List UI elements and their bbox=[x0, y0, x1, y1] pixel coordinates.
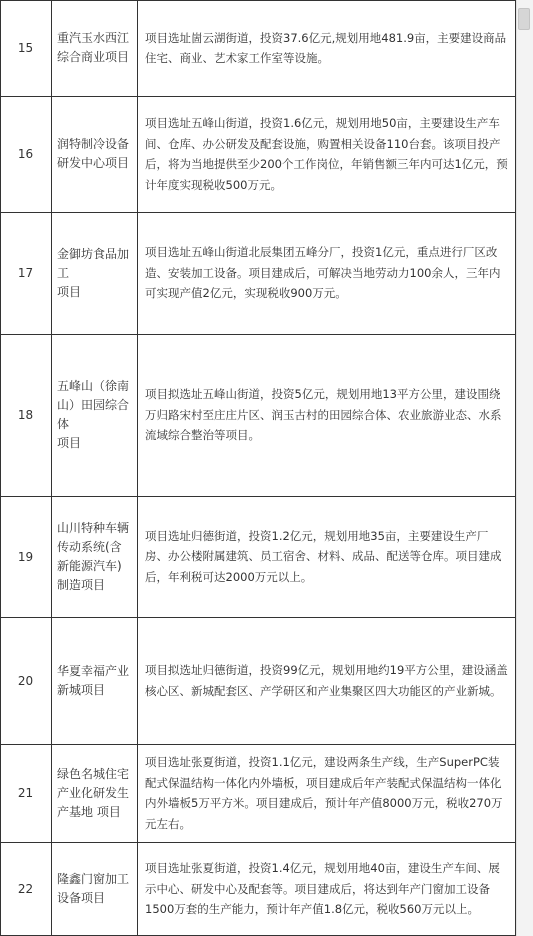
project-name: 五峰山（徐南 山）田园综合 体 项目 bbox=[57, 379, 130, 450]
project-description: 项目选址崮云湖街道，投资37.6亿元,规划用地481.9亩，主要建设商品住宅、商业、艺术家工作室等设施。 bbox=[145, 30, 507, 65]
row-number: 15 bbox=[17, 41, 34, 55]
project-name: 隆鑫门窗加工 设备项目 bbox=[57, 872, 130, 905]
project-description: 项目选址张夏街道，投资1.4亿元，规划用地40亩，建设生产车间、展示中心、研发中心及配套等。项目建成后，将达到年产门窗加工设备1500万套的生产能力，预计年产值1.8亿元，税收560万元以上。 bbox=[145, 861, 500, 917]
project-name: 山川特种车辆 传动系统(含 新能源汽车) 制造项目 bbox=[57, 520, 130, 592]
table-row bbox=[0, 496, 533, 617]
row-number: 17 bbox=[17, 266, 34, 280]
project-name: 润特制冷设备 研发中心项目 bbox=[57, 137, 130, 170]
table-column-border bbox=[0, 0, 1, 936]
table-column-border bbox=[51, 0, 52, 936]
scrollbar-thumb[interactable] bbox=[518, 8, 530, 30]
project-name: 华夏幸福产业 新城项目 bbox=[57, 663, 130, 697]
table-row bbox=[0, 0, 533, 96]
project-description: 项目选址五峰山街道，投资1.6亿元，规划用地50亩，主要建设生产车间、仓库、办公研发及配套设施，购置相关设备110台套。该项目投产后，将为当地提供至少200个工作岗位，年销售额三年内可达1亿元，预计年度实现税收500万元。 bbox=[145, 116, 508, 192]
table-row-border bbox=[0, 334, 516, 335]
table-row bbox=[0, 617, 533, 744]
project-name: 金御坊食品加 工 项目 bbox=[57, 246, 130, 299]
project-description: 项目选址归德街道，投资1.2亿元，规划用地35亩，主要建设生产厂房、办公楼附属建筑、员工宿舍、材料、成品、配送等仓库。项目建成后，年利税可达2000万元以上。 bbox=[145, 528, 502, 584]
table-row-border bbox=[0, 617, 516, 618]
project-description: 项目拟选址归德街道，投资99亿元，规划用地约19平方公里，建设涵盖核心区、新城配套区、产学研区和产业集聚区四大功能区的产业新城。 bbox=[145, 663, 508, 698]
project-name: 重汽玉水西江 综合商业项目 bbox=[57, 31, 130, 64]
row-number: 18 bbox=[17, 408, 34, 422]
row-number: 16 bbox=[17, 147, 34, 161]
row-number: 21 bbox=[17, 786, 34, 800]
table-row-border bbox=[0, 496, 516, 497]
table-row-border bbox=[0, 744, 516, 745]
table-row-border bbox=[0, 212, 516, 213]
table-column-border bbox=[137, 0, 138, 936]
table-row-border bbox=[0, 842, 516, 843]
table-row bbox=[0, 744, 533, 842]
table-row bbox=[0, 842, 533, 936]
row-number: 22 bbox=[17, 882, 34, 896]
project-description: 项目拟选址五峰山街道，投资5亿元，规划用地13平方公里，建设围绕万归路宋村至庄庄片区、润玉古村的田园综合体、农业旅游业态、水系流域综合整治等项目。 bbox=[145, 387, 502, 443]
row-number: 20 bbox=[17, 673, 34, 688]
table-row bbox=[0, 212, 533, 334]
project-name: 绿色名城住宅 产业化研发生 产基地 项目 bbox=[57, 766, 130, 819]
row-number: 19 bbox=[17, 549, 34, 564]
project-description: 项目选址张夏街道，投资1.1亿元，建设两条生产线，生产SuperPC装配式保温结构一体化内外墙板，项目建成后年产装配式保温结构一体化内外墙板5万平方米。项目建成后，预计年产值8000万元，税收270万元左右。 bbox=[145, 755, 503, 831]
table-row-border bbox=[0, 96, 516, 97]
scrollbar[interactable] bbox=[516, 0, 533, 936]
table-row-border bbox=[0, 0, 516, 1]
table-row bbox=[0, 96, 533, 212]
project-description: 项目选址五峰山街道北辰集团五峰分厂，投资1亿元，重点进行厂区改造、安装加工设备。项目建成后，可解决当地劳动力100余人，三年内可实现产值2亿元，实现税收900万元。 bbox=[145, 245, 501, 301]
table-row bbox=[0, 334, 533, 496]
